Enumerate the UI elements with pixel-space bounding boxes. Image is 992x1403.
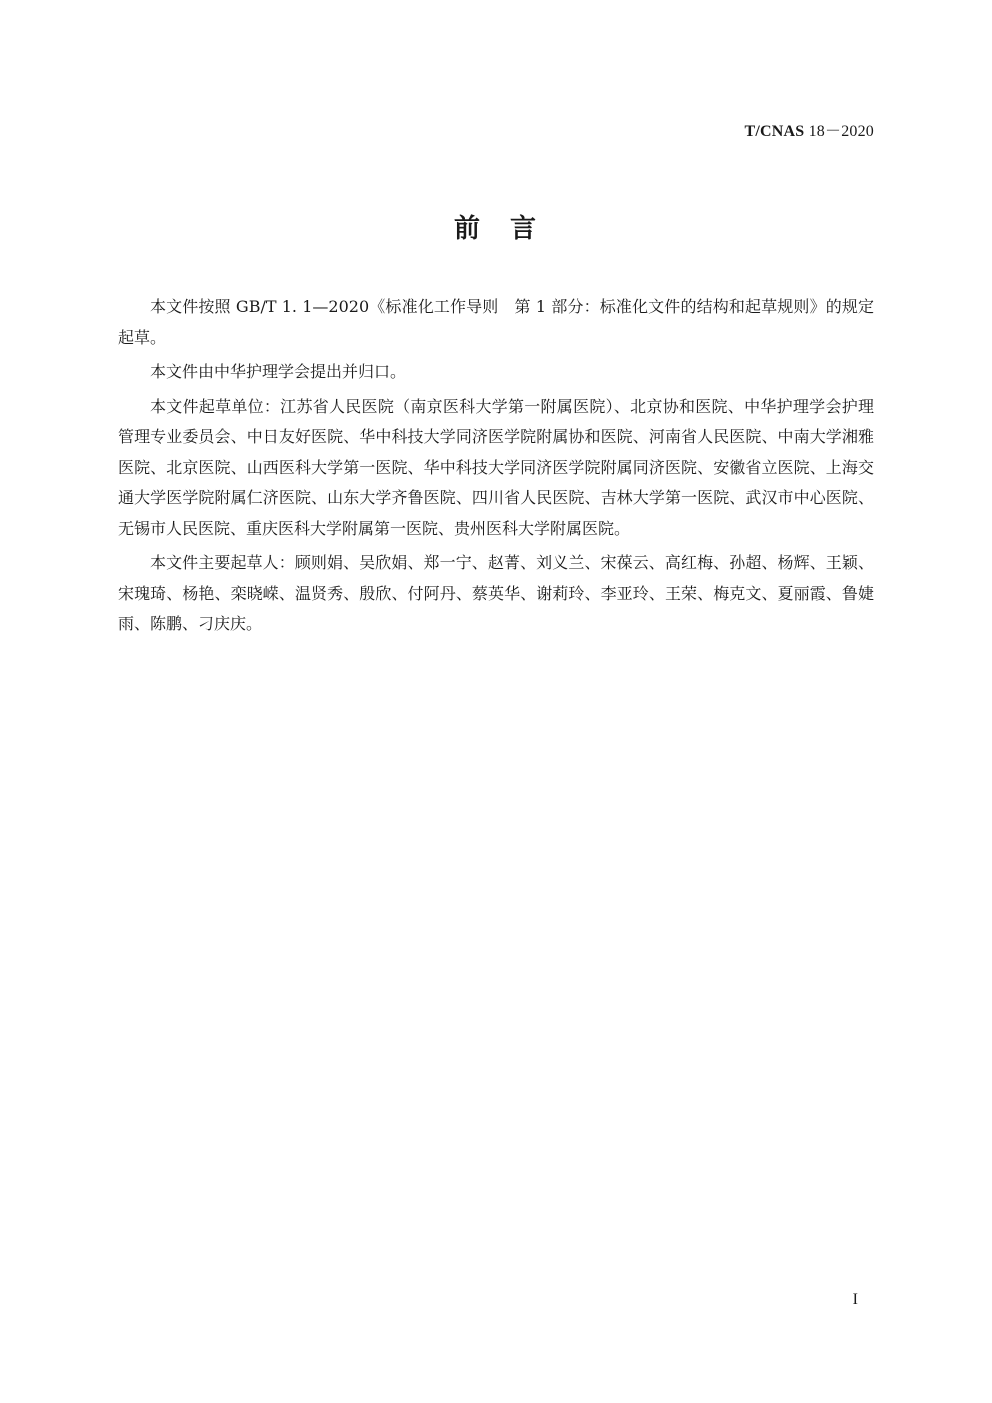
paragraph-proposer: 本文件由中华护理学会提出并归口。 xyxy=(150,362,407,381)
foreword-body xyxy=(118,292,874,644)
document-code xyxy=(745,118,875,141)
paragraph-main-drafters: 本文件主要起草人：顾则娟、吴欣娟、郑一宁、赵菁、刘义兰、宋葆云、高红梅、孙超、杨辉、王颖、宋瑰琦、杨艳、栾晓嵘、温贤秀、殷欣、付阿丹、蔡英华、谢莉玲、李亚玲、王荣、梅克文、夏丽霞、鲁婕雨、陈鹏、刁庆庆。 xyxy=(118,553,874,633)
page-number: I xyxy=(852,1291,858,1308)
document-code-prefix: T/CNAS xyxy=(744,123,805,140)
page-title: 前 言 xyxy=(453,214,538,244)
paragraph-standard-basis: 本文件按照 GB/T 1. 1—2020《标准化工作导则 第 1 部分：标准化文件的结构和起草规则》的规定起草。 xyxy=(118,297,874,347)
paragraph-drafting-units: 本文件起草单位：江苏省人民医院（南京医科大学第一附属医院）、北京协和医院、中华护理学会护理管理专业委员会、中日友好医院、华中科技大学同济医学院附属协和医院、河南省人民医院、中南大学湘雅医院、北京医院、山西医科大学第一医院、华中科技大学同济医学院附属同济医院、安徽省立医院、上海交通大学医学院附属仁济医院、山东大学齐鲁医院、四川省人民医院、吉林大学第一医院、武汉市中心医院、无锡市人民医院、重庆医科大学附属第一医院、贵州医科大学附属医院。 xyxy=(118,396,874,538)
document-code-number: 18－2020 xyxy=(804,123,874,140)
